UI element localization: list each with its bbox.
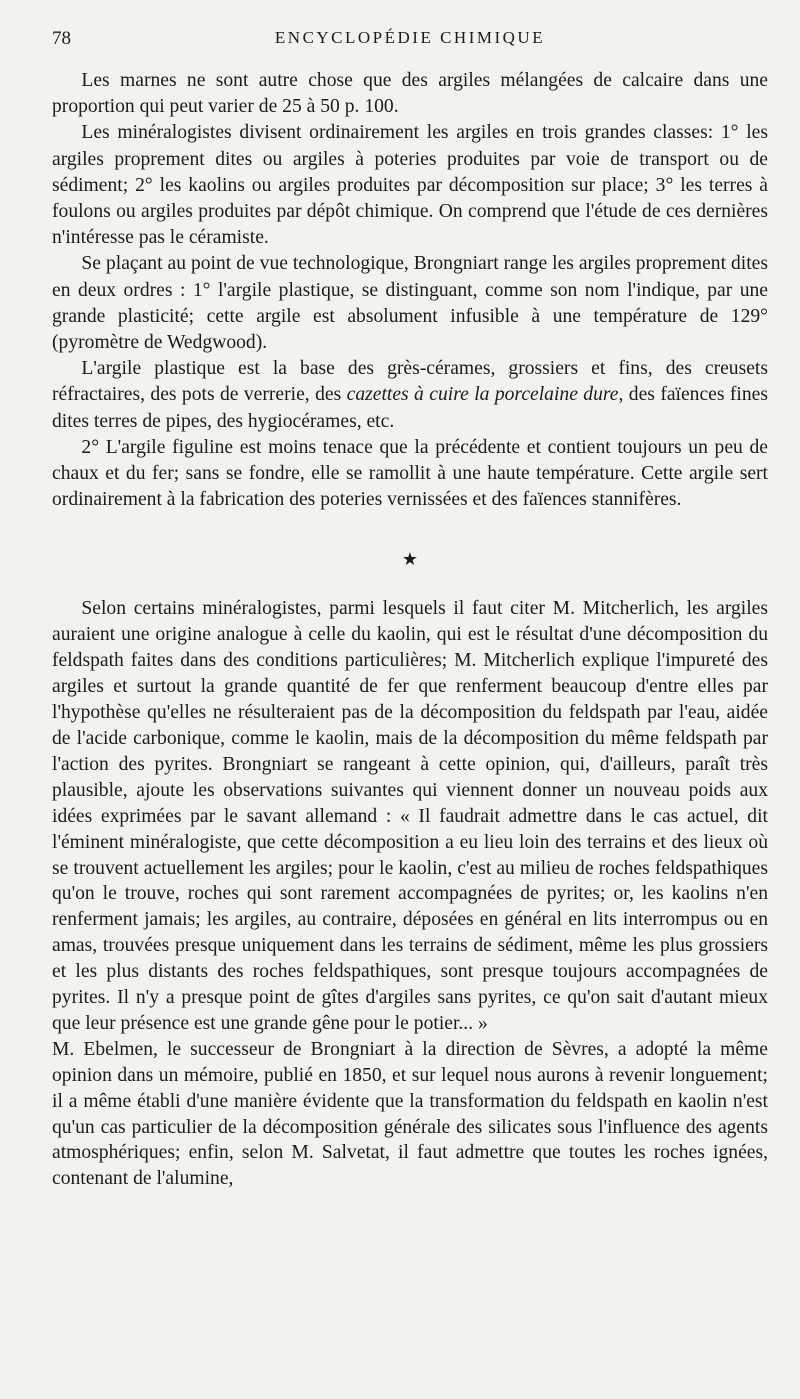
paragraph-mitcherlich: Selon certains minéralogistes, parmi lesquels il faut citer M. Mitcherlich, les argiles auraient une origine analogue à celle du kaolin, qui est le résultat d'une décomposition du feldspath faites dans des conditions particulières; M. Mitcherlich explique l'impureté des argiles et surtout la grande quantité de fer que renferment beaucoup d'entre elles par l'hypothèse qu'elles ne résulteraient pas de la décomposition du feldspath par l'eau, aidée de l'acide carbonique, comme le kaolin, mais de la décomposition du même feldspath par l'action des pyrites. Brongniart se rangeant à cette opinion, qui, d'ailleurs, paraît très plausible, ajoute les observations suivantes qui viennent donner un nouveau poids aux idées exprimées par le savant allemand : « Il faudrait admettre dans le cas actuel, dit l'éminent minéralogiste, que cette décomposition a eu lieu loin des terrains et des lieux où se trouvent actuellement les argiles; pour le kaolin, c'est au milieu de roches feldspathiques qu'on le trouve, roches qui sont rarement accompagnées de pyrites; or, les kaolins n'en renferment jamais; les argiles, au contraire, déposées en général en lits interrompus ou en amas, trouvées presque uniquement dans les terrains de sédiment, même les plus grossiers et les plus distants des roches feldspathiques, sont presque toujours accompagnées de pyrites. Il n'y a presque point de gîtes d'argiles sans pyrites, ce qu'on sait d'autant mieux que leur présence est une grande gêne pour le potier... » — [52, 598, 768, 1034]
page-number: 78 — [52, 28, 71, 49]
star-separator: ★ — [401, 549, 419, 570]
text-run: L'argile plastique est la base des grès-cérames, grossiers et fins, des creusets réfractaires, des pots de verrerie, des — [52, 358, 768, 406]
italic-phrase: cazettes à cuire la porcelaine dure — [346, 384, 619, 406]
paragraph-brongniart: Se plaçant au point de vue technologique, Brongniart range les argiles proprement dites en deux ordres : 1° l'argile plastique, se distinguant, comme son nom l'indique, par une grande plasticité; cette argile est absolument infusible à une température de 129° (pyromètre de Wedgwood). — [52, 253, 768, 354]
paragraph-argile-figuline: 2° L'argile figuline est moins tenace que la précédente et contient toujours un peu de chaux et du fer; sans se fondre, elle se ramollit à une haute température. Cette argile sert ordinairement à la fabrication des poteries vernissées et des faïences stannifères. — [52, 436, 768, 511]
paragraph-argile-plastique — [52, 356, 768, 435]
paragraph-classes: Les minéralogistes divisent ordinairement les argiles en trois grandes classes: 1° les argiles proprement dites ou argiles à poteries produites par voie de transport ou de sédiment; 2° les kaolins ou argiles produites par décomposition sur place; 3° les terres à foulons ou argiles produites par dépôt chimique. On comprend que l'étude de ces dernières n'intéresse pas le céramiste. — [52, 122, 768, 249]
section-one — [52, 68, 768, 513]
paragraph-marnes: Les marnes ne sont autre chose que des argiles mélangées de calcaire dans une proportion qui peut varier de 25 à 50 p. 100. — [52, 70, 768, 118]
section-two — [52, 596, 768, 1192]
paragraph-ebelmen: M. Ebelmen, le successeur de Brongniart à la direction de Sèvres, a adopté la même opinion dans un mémoire, publié en 1850, et sur lequel nous aurons à revenir longuement; il a même établi d'une manière évidente que la transformation du feldspath en kaolin n'est qu'un cas particulier de la décomposition générale des silicates sous l'influence des agents atmosphériques; enfin, selon M. Salvetat, il faut admettre que toutes les roches ignées, contenant de l'alumine, — [52, 1038, 768, 1190]
running-title: ENCYCLOPÉDIE CHIMIQUE — [274, 28, 546, 47]
page-body — [52, 68, 768, 1192]
text-run: , des faïences fines dites terres de pipes, des hygiocérames, etc. — [52, 384, 768, 432]
page-header — [52, 28, 768, 58]
